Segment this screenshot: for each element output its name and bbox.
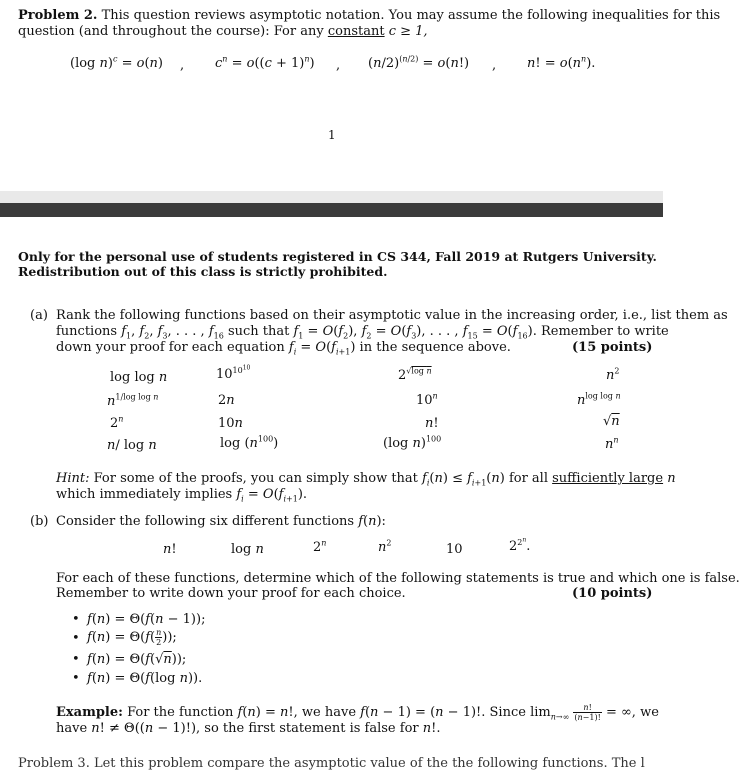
- fn-b-2-2n: $2^{2^n}$.: [509, 536, 531, 554]
- problem-label: Problem 2.: [18, 8, 98, 23]
- sufficiently-large-link[interactable]: sufficiently large: [552, 471, 664, 486]
- fn-logn-100: (log n)$^{100}$: [383, 434, 442, 451]
- page-break-bar: [0, 203, 663, 217]
- example-line1: Example: For the function f(n) = n!, we have f(n − 1) = (n − 1)!. Since $\lim_{n\to\infty}$ $\frac{n!}{(n-1)!}$ = ∞, we: [56, 703, 659, 722]
- fn-2n-exp: 2$^n$: [110, 414, 124, 431]
- part-b-line1: Consider the following six different functions f(n):: [56, 514, 386, 529]
- fn-b-nfact: n!: [163, 542, 177, 557]
- fn-sqrtn: √n: [603, 414, 620, 429]
- part-b-text2: Remember to write down your proof for each choice.: [56, 586, 406, 601]
- hint-line1: Hint: For some of the proofs, you can simply show that $f_i(n) \le f_{i+1}(n)$ for all sufficiently large n: [56, 471, 676, 488]
- bullet-1: •: [72, 612, 80, 627]
- fn-10-10-10: $10^{10^{10}}$: [216, 364, 251, 382]
- fn-b-logn: log n: [231, 542, 264, 557]
- statement-3: f(n) = Θ(f(√n));: [87, 652, 187, 667]
- hint-line2: which immediately implies $f_i = O(f_{i+1})$.: [56, 487, 308, 504]
- fn-log-n100: $\log (n^{100})$: [220, 434, 279, 451]
- part-a-line3: down your proof for each equation $f_i = O(f_{i+1})$ in the sequence above.: [56, 340, 511, 357]
- fn-nfact: n!: [425, 416, 439, 431]
- problem-intro-line1: [18, 8, 720, 23]
- page-break-shadow: [0, 191, 663, 203]
- fn-b-10: 10: [446, 542, 463, 557]
- comma-1: ,: [180, 58, 185, 73]
- fn-n2: $n^2$: [606, 366, 620, 383]
- part-a-line2: functions $f_1$, $f_2$, $f_3$, . . . , $f_{16}$ such that $f_1 = O(f_2)$, $f_2 = O(f_3)$, . . . , $f_{15} = O(f_{16})$. Remember to write: [56, 324, 669, 341]
- fn-n-loglogn: $n^{log log n}$: [577, 391, 621, 408]
- fn-n-1-loglogn: $n^{1/log log n}$: [107, 392, 159, 409]
- cut-off-next-problem: Problem 3. Let this problem compare the asymptotic value of the the following functions. The l: [18, 756, 645, 771]
- part-b-label: (b): [30, 514, 49, 529]
- intro-text-1: This question reviews asymptotic notation. You may assume the following inequalities for this: [101, 8, 721, 23]
- bullet-3: •: [72, 652, 80, 667]
- intro-text-2-end: c ≥ 1,: [388, 24, 428, 39]
- bullet-2: •: [72, 631, 80, 646]
- part-b-points: (10 points): [572, 586, 653, 601]
- notice-line2: Redistribution out of this class is strictly prohibited.: [18, 264, 388, 279]
- hint-label: Hint:: [56, 471, 90, 486]
- fn-b-n2: $n^2$: [378, 538, 392, 555]
- statement-1: f(n) = Θ(f(n − 1));: [87, 612, 206, 627]
- part-b-text1: For each of these functions, determine which of the following statements is true and which one is false.: [56, 571, 740, 586]
- notice-line1: Only for the personal use of students registered in CS 344, Fall 2019 at Rutgers University.: [18, 249, 657, 264]
- page-number: 1: [328, 128, 336, 142]
- example-line2: have n! ≠ Θ((n − 1)!), so the first statement is false for n!.: [56, 721, 441, 736]
- fn-b-2n: 2$^n$: [313, 538, 327, 555]
- comma-2: ,: [336, 58, 341, 73]
- part-a-points: (15 points): [572, 340, 653, 355]
- fn-nn: $n^n$: [605, 435, 619, 452]
- problem-intro-line2: [18, 24, 428, 39]
- fn-2n: 2n: [218, 393, 235, 408]
- inequality-4: n! = $o(n^n)$.: [527, 54, 596, 71]
- fn-10n-exp: 10$^n$: [416, 391, 438, 408]
- fn-2-sqrt-logn: $2^{√log n}$: [398, 366, 432, 383]
- statement-2: f(n) = Θ(f( $\frac{n}{2}$ ));: [87, 628, 177, 647]
- fn-n-over-logn: n/ log n: [107, 438, 157, 453]
- example-label: Example:: [56, 705, 123, 720]
- constant-link[interactable]: constant: [327, 24, 385, 39]
- fn-10n: 10n: [218, 416, 243, 431]
- part-a-line1: Rank the following functions based on their asymptotic value in the increasing order, i.e., list them as: [56, 308, 728, 323]
- inequality-1: (log n)$^c$ = o(n): [70, 54, 163, 71]
- fn-loglogn: log log n: [110, 370, 168, 385]
- statement-4: f(n) = Θ(f(log n)).: [87, 671, 203, 686]
- inequality-3: $(n/2)^{(n/2)} = o(n!)$: [368, 54, 470, 71]
- inequality-2: $c^n = o((c + 1)^n)$: [215, 54, 315, 71]
- comma-3: ,: [492, 58, 497, 73]
- intro-text-2: question (and throughout the course): For any: [18, 24, 328, 39]
- bullet-4: •: [72, 671, 80, 686]
- part-a-label: (a): [30, 308, 48, 323]
